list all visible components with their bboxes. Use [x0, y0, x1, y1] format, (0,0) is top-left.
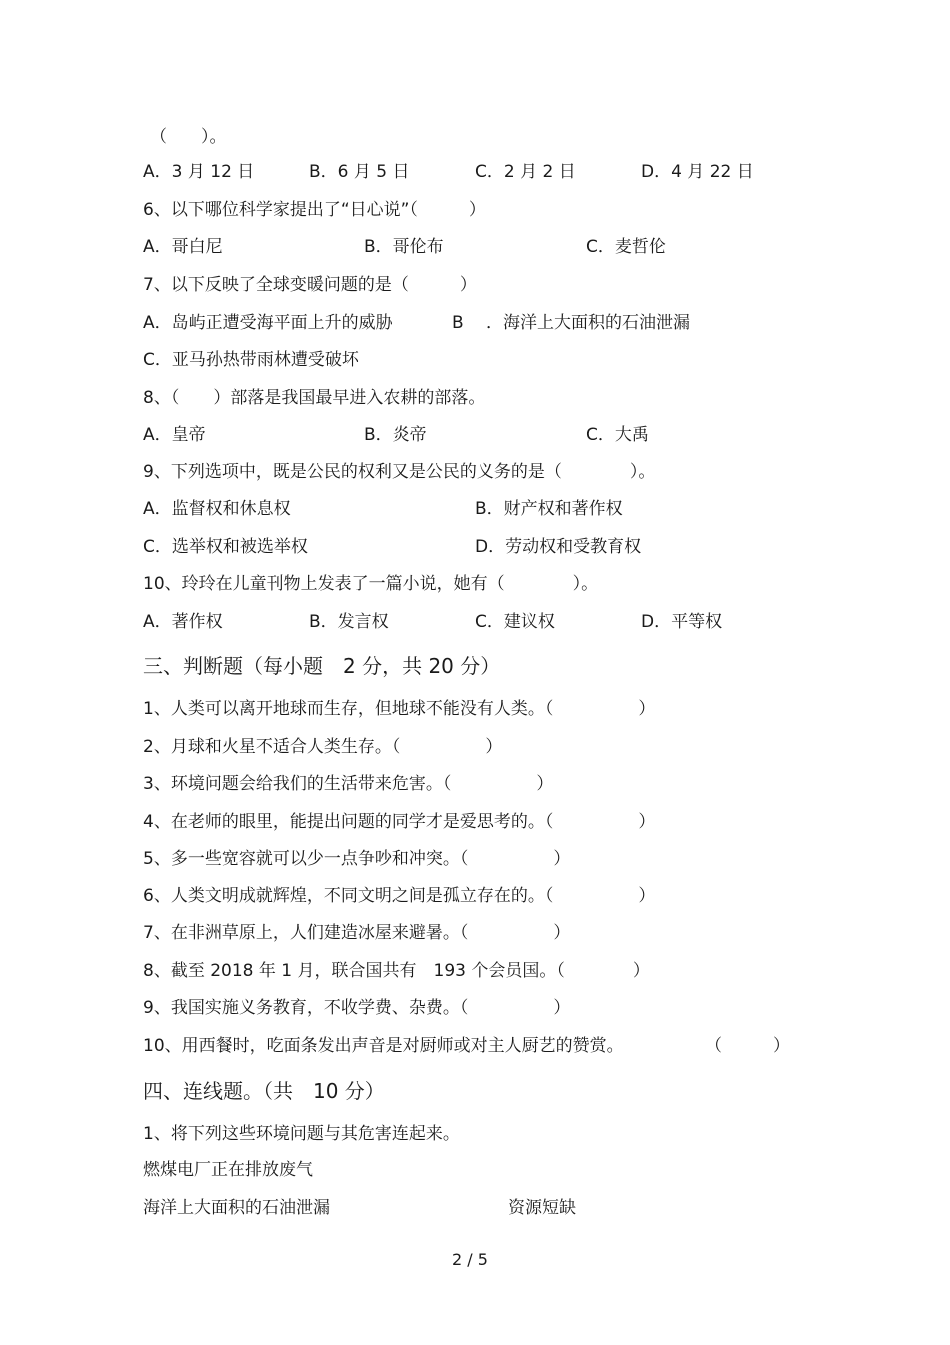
q6-stem: 6、以下哪位科学家提出了“日心说”（ ） — [143, 200, 486, 220]
q9-stem: 9、下列选项中，既是公民的权利又是公民的义务的是（ ）。 — [143, 462, 656, 482]
judge-10: 10、用西餐时，吃面条发出声音是对厨师或对主人厨艺的赞赏。 — [143, 1036, 624, 1056]
q7-option-b-letter: B — [452, 313, 464, 333]
judge-1: 1、人类可以离开地球而生存，但地球不能没有人类。（ ） — [143, 699, 656, 719]
q5-option-b: B．6 月 5 日 — [309, 162, 410, 182]
q6-option-a: A．哥白尼 — [143, 237, 223, 257]
q7-option-a: A．岛屿正遭受海平面上升的威胁 — [143, 313, 393, 333]
match-left-item-1: 燃煤电厂正在排放废气 — [143, 1160, 313, 1180]
q10-option-d: D．平等权 — [641, 612, 723, 632]
section-4-heading: 四、连线题。（共 10 分） — [143, 1079, 385, 1103]
q6-option-b: B．哥伦布 — [364, 237, 444, 257]
q8-option-c: C．大禹 — [586, 425, 649, 445]
q5-option-d: D．4 月 22 日 — [641, 162, 754, 182]
q8-stem: 8、（ ）部落是我国最早进入农耕的部落。 — [143, 388, 486, 408]
q9-option-c: C．选举权和被选举权 — [143, 537, 308, 557]
q8-option-a: A．皇帝 — [143, 425, 206, 445]
q9-option-b: B．财产权和著作权 — [475, 499, 623, 519]
match-left-item-2: 海洋上大面积的石油泄漏 — [143, 1198, 330, 1218]
q9-option-a: A．监督权和休息权 — [143, 499, 291, 519]
judge-5: 5、多一些宽容就可以少一点争吵和冲突。（ ） — [143, 849, 571, 869]
q6-option-c: C．麦哲伦 — [586, 237, 666, 257]
judge-8: 8、截至 2018 年 1 月，联合国共有 193 个会员国。（ ） — [143, 961, 650, 981]
match-1-stem: 1、将下列这些环境问题与其危害连起来。 — [143, 1124, 460, 1144]
q7-option-b-text: ．海洋上大面积的石油泄漏 — [486, 313, 690, 333]
q10-stem: 10、玲玲在儿童刊物上发表了一篇小说，她有（ ）。 — [143, 574, 599, 594]
match-right-item-2: 资源短缺 — [508, 1198, 576, 1218]
q10-option-c: C．建议权 — [475, 612, 555, 632]
judge-10-blank: （ ） — [705, 1036, 790, 1056]
judge-9: 9、我国实施义务教育，不收学费、杂费。（ ） — [143, 998, 571, 1018]
q7-stem: 7、以下反映了全球变暖问题的是（ ） — [143, 275, 477, 295]
judge-6: 6、人类文明成就辉煌，不同文明之间是孤立存在的。（ ） — [143, 886, 656, 906]
judge-4: 4、在老师的眼里，能提出问题的同学才是爱思考的。（ ） — [143, 812, 656, 832]
q5-stem-tail: （ ）。 — [150, 127, 227, 147]
q9-option-d: D．劳动权和受教育权 — [475, 537, 642, 557]
q8-option-b: B．炎帝 — [364, 425, 427, 445]
judge-3: 3、环境问题会给我们的生活带来危害。（ ） — [143, 774, 554, 794]
section-3-heading: 三、判断题（每小题 2 分，共 20 分） — [143, 654, 501, 678]
q5-option-a: A．3 月 12 日 — [143, 162, 255, 182]
q5-option-c: C．2 月 2 日 — [475, 162, 576, 182]
judge-7: 7、在非洲草原上，人们建造冰屋来避暑。（ ） — [143, 923, 571, 943]
judge-2: 2、月球和火星不适合人类生存。（ ） — [143, 737, 503, 757]
q10-option-b: B．发言权 — [309, 612, 389, 632]
page-number: 2 / 5 — [452, 1250, 488, 1269]
q7-option-c: C．亚马孙热带雨林遭受破坏 — [143, 350, 359, 370]
q10-option-a: A．著作权 — [143, 612, 223, 632]
